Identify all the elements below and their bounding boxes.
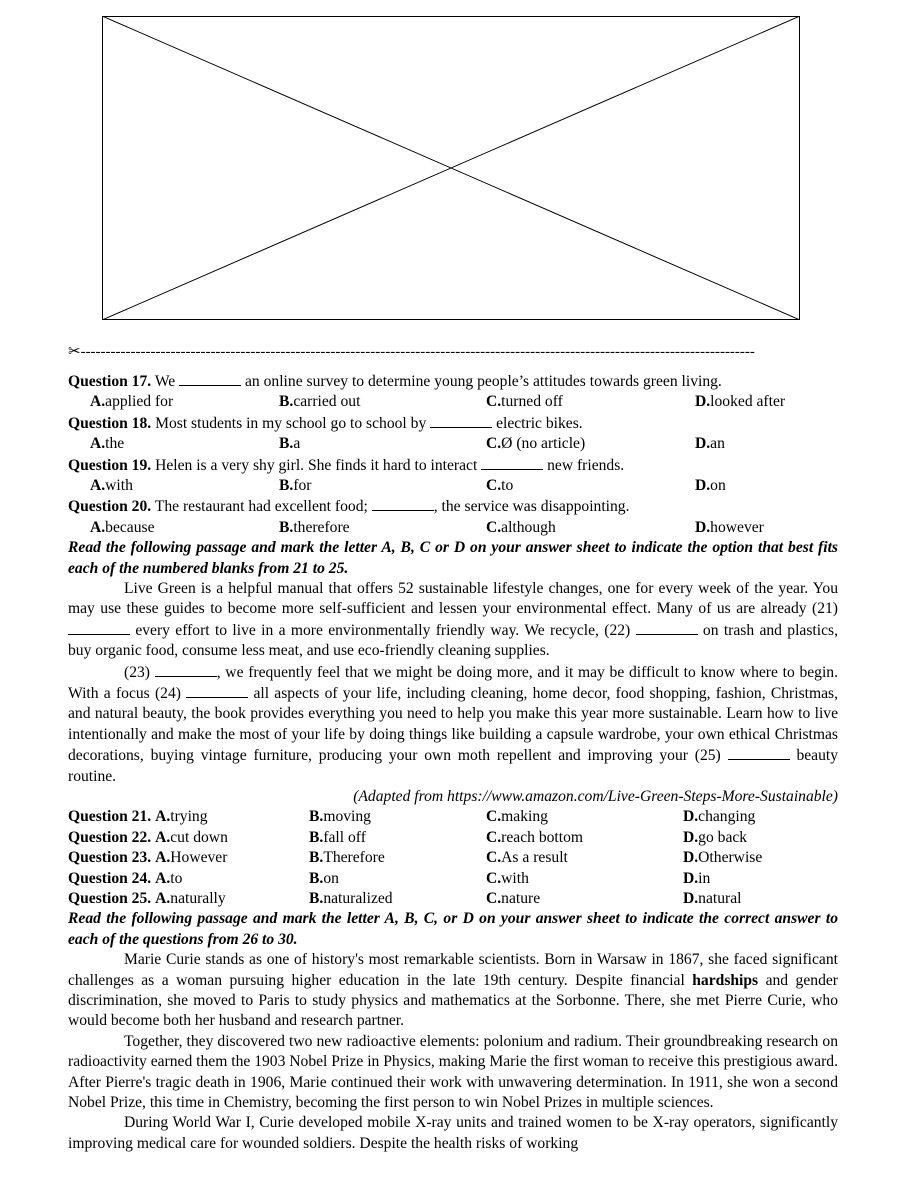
instruction-26-30: Read the following passage and mark the letter A, B, C, or D on your answer sheet to indicate the correct answer to each of the questions from 26 to 30. [68,910,838,948]
question-stem: , the service was disappointing. [433,498,630,516]
answer-blank [430,413,492,428]
instruction-21-25: Read the following passage and mark the letter A, B, C or D on your answer sheet to indicate the option that best fits each of the numbered blanks from 21 to 25. [68,539,838,577]
option-b: carried out [293,393,361,411]
option-c: reach bottom [501,828,584,846]
option-c: to [501,477,514,494]
answer-blank [372,496,434,511]
question-stem: The restaurant had excellent food; [154,498,368,516]
exam-content [68,371,838,1154]
question-22-row: Question 22. A. cut down B. fall off C. reach bottom D. go back [68,828,838,848]
passage2-paragraph-1: Marie Curie stands as one of history's most remarkable scientists. Born in Warsaw in 1867, she faced significant challenges as a woman pursuing higher education in the late 19th century. Despite financial hardships and gender discrimination, she moved to Paris to study physics and mathematics at the Sorbonne. There, she met Pierre Curie, who would become both her husband and research partner. [68,951,838,1030]
answer-blank [179,371,241,386]
option-c: As a result [501,849,568,867]
question-stem: We [154,373,176,390]
passage2-paragraph-2: Together, they discovered two new radioactive elements: polonium and radium. Their groundbreaking research on radioactivity earned them the 1903 Nobel Prize in Physics, making Marie the first woman to receive this prestigious award. After Pierre's tragic death in 1906, Marie continued their work with unwavering determination. In 1911, she won a second Nobel Prize, this time in Chemistry, becoming the first person to win Nobel Prizes in multiple sciences. [68,1032,838,1112]
option-d: on [710,477,726,494]
option-a: naturally [170,890,226,908]
option-b: moving [323,808,371,826]
option-a: trying [170,808,208,826]
option-b: naturalized [323,890,393,908]
option-b: on [323,869,339,887]
option-d: natural [698,890,742,908]
option-d: however [710,518,764,536]
option-d: go back [698,828,748,846]
option-b: for [293,477,312,494]
question-stem: new friends. [547,456,625,474]
question-number: Question 17. [68,373,152,390]
question-18-options: A. the B. a C. Ø (no article) D. an [68,434,838,454]
option-b: a [293,435,301,453]
passage1-paragraph-1: Live Green is a helpful manual that offers 52 sustainable lifestyle changes, one for every week of the year. You may use these guides to become more self-sufficient and lessen your environmental effect. Many of us are already (21) every effort to live in a more environmentally friendly way. We recycle, (22) on trash and plastics, buy organic food, consume less meat, and use eco-friendly cleaning supplies. [68,580,838,660]
cut-line: ✂--------------------------------------------------------------------------------------------------------------------------------------- [68,344,755,360]
question-20 [68,496,838,517]
option-c: with [501,869,529,887]
question-23-row: Question 23. A. However B. Therefore C. As a result D. Otherwise [68,848,838,868]
question-18 [68,413,838,434]
question-stem: Helen is a very shy girl. She finds it hard to interact [155,456,478,474]
bold-word: hardships [692,971,759,989]
question-number: Question 19. [68,456,152,474]
question-stem: electric bikes. [496,414,583,432]
option-c: making [501,808,548,826]
question-17 [68,371,838,392]
option-d: in [698,869,711,887]
question-25-row: Question 25. A. naturally B. naturalized C. nature D. natural [68,889,838,909]
option-a: cut down [170,828,228,846]
option-a: However [170,849,228,867]
option-b: therefore [293,518,350,536]
option-d: looked after [710,393,786,411]
question-20-options: A. because B. therefore C. although D. however [68,518,838,538]
option-b: fall off [323,828,366,846]
passage-source: (Adapted from https://www.amazon.com/Live-Green-Steps-More-Sustainable) [353,788,838,806]
option-d: changing [698,808,756,826]
option-a: because [105,518,155,536]
question-stem: Most students in my school go to school by [155,414,427,432]
question-stem: an online survey to determine young people’s attitudes towards green living. [245,373,722,390]
question-19 [68,455,838,476]
option-b: Therefore [323,849,385,867]
answer-blank [155,662,217,677]
passage2-paragraph-3: During World War I, Curie developed mobile X-ray units and trained women to be X-ray operators, significantly improving medical care for wounded soldiers. Despite the health risks of working [68,1114,838,1152]
option-a: the [105,435,125,453]
question-19-options: A. with B. for C. to D. on [68,476,838,496]
question-number: Question 20. [68,498,152,516]
answer-blank [68,620,130,635]
option-a: applied for [105,393,174,411]
question-24-row: Question 24. A. to B. on C. with D. in [68,869,838,889]
option-a: to [170,869,183,887]
image-placeholder [102,16,800,320]
answer-blank [636,620,698,635]
option-c: nature [501,890,541,908]
answer-blank [728,745,790,760]
question-21-row: Question 21. A. trying B. moving C. making D. changing [68,807,838,827]
option-a: with [105,477,133,494]
question-17-options: A. applied for B. carried out C. turned off D. looked after [68,392,838,412]
option-d: Otherwise [698,849,763,867]
option-c: turned off [501,393,563,411]
option-c: Ø (no article) [501,435,586,453]
answer-blank [481,455,543,470]
question-number: Question 18. [68,414,152,432]
answer-blank [186,683,248,698]
option-c: although [501,518,556,536]
option-d: an [710,435,725,453]
passage1-paragraph-2: (23) , we frequently feel that we might be doing more, and it may be difficult to know where to begin. With a focus (24) all aspects of your life, including cleaning, home decor, food shopping, fashion, Christmas, and natural beauty, the book provides everything you need to help you make this year more sustainable. Learn how to live intentionally and make the most of your life by doing things like building a capsule wardrobe, your own ethical Christmas decorations, buying vintage furniture, producing your own moth repellent and improving your (25) beauty routine. [68,663,839,785]
